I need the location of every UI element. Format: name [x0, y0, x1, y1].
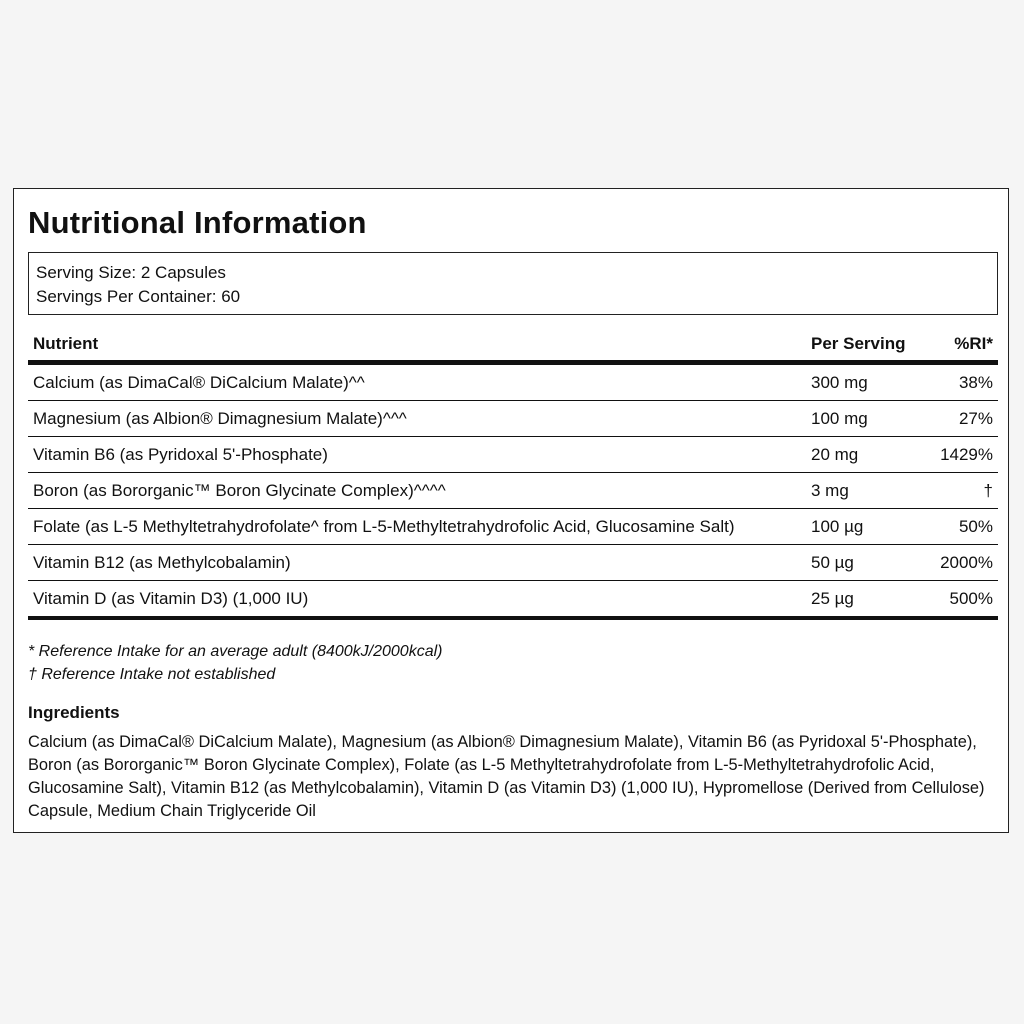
ingredients-heading: Ingredients	[28, 703, 120, 722]
serving-info-box	[28, 252, 998, 315]
per-serving-value: 300 mg	[806, 363, 928, 401]
table-row	[28, 363, 998, 401]
servings-per-container: Servings Per Container: 60	[36, 287, 241, 306]
ri-value: 1429%	[928, 437, 998, 473]
header-per-serving: Per Serving	[806, 328, 928, 363]
table-row	[28, 545, 998, 581]
table-row	[28, 437, 998, 473]
ingredients-text: Calcium (as DimaCal® DiCalcium Malate), Magnesium (as Albion® Dimagnesium Malate), Vitamin B6 (as Pyridoxal 5'-Phosphate), Boron (as Bororganic™ Boron Glycinate Complex), Folate (as L-5 Methyltetrahydrofolate from L-5-Methyltetrahydrofolic Acid, Glucosamine Salt), Vitamin B12 (as Methylcobalamin), Vitamin D (as Vitamin D3) (1,000 IU), Hypromellose (Derived from Cellulose) Capsule, Medium Chain Triglyceride Oil	[28, 733, 985, 820]
ri-value: 27%	[928, 401, 998, 437]
table-row	[28, 581, 998, 619]
nutrient-name: Calcium (as DimaCal® DiCalcium Malate)^^	[28, 363, 806, 401]
per-serving-value: 25 µg	[806, 581, 928, 619]
header-ri: %RI*	[928, 328, 998, 363]
per-serving-value: 20 mg	[806, 437, 928, 473]
nutrient-name: Vitamin D (as Vitamin D3) (1,000 IU)	[28, 581, 806, 619]
ri-value: †	[928, 473, 998, 509]
table-row	[28, 401, 998, 437]
table-header-row	[28, 328, 998, 363]
serving-size: Serving Size: 2 Capsules	[36, 263, 226, 282]
nutrient-name: Vitamin B6 (as Pyridoxal 5'-Phosphate)	[28, 437, 806, 473]
dagger-footnote: † Reference Intake not established	[28, 666, 276, 683]
ri-value: 2000%	[928, 545, 998, 581]
nutrient-table	[28, 328, 998, 620]
ri-footnote: * Reference Intake for an average adult (8400kJ/2000kcal)	[28, 643, 443, 660]
table-row	[28, 509, 998, 545]
ri-value: 500%	[928, 581, 998, 619]
header-nutrient: Nutrient	[28, 328, 806, 363]
nutrient-name: Vitamin B12 (as Methylcobalamin)	[28, 545, 806, 581]
nutrient-name: Magnesium (as Albion® Dimagnesium Malate)^^^	[28, 401, 806, 437]
nutrition-panel	[13, 188, 1009, 833]
nutrient-name: Boron (as Bororganic™ Boron Glycinate Complex)^^^^	[28, 473, 806, 509]
per-serving-value: 50 µg	[806, 545, 928, 581]
nutrient-name: Folate (as L-5 Methyltetrahydrofolate^ from L-5-Methyltetrahydrofolic Acid, Glucosamine Salt)	[28, 509, 806, 545]
per-serving-value: 100 µg	[806, 509, 928, 545]
ri-value: 38%	[928, 363, 998, 401]
panel-title: Nutritional Information	[28, 205, 367, 240]
ri-value: 50%	[928, 509, 998, 545]
table-row	[28, 473, 998, 509]
per-serving-value: 3 mg	[806, 473, 928, 509]
per-serving-value: 100 mg	[806, 401, 928, 437]
footnotes	[28, 640, 442, 686]
